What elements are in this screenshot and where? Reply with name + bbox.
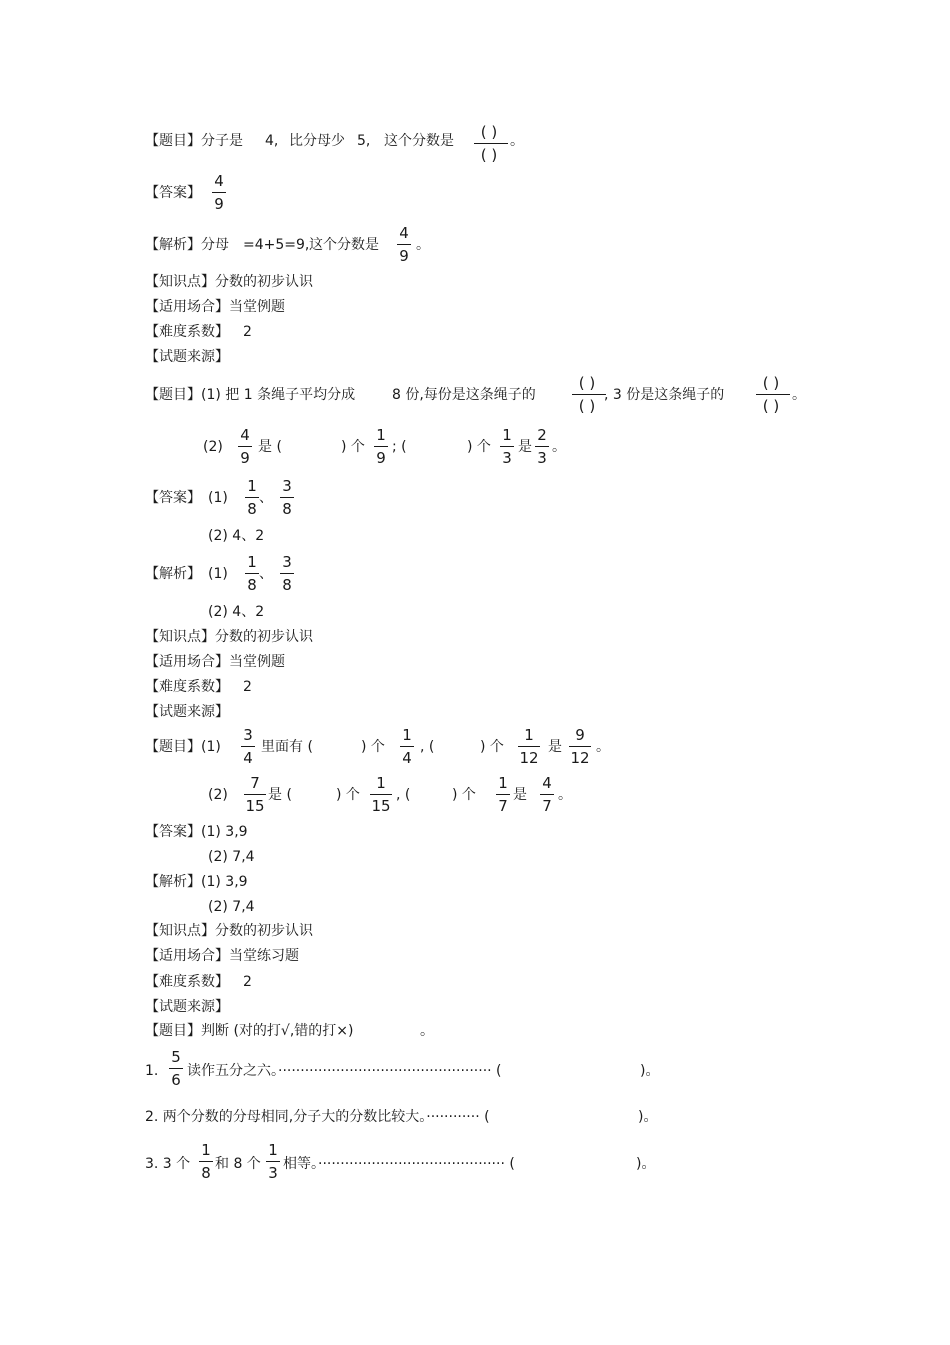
q4-title-period: 。 (420, 1023, 434, 1039)
q1-analysis-label: 【解析】分母 (145, 237, 229, 253)
q3-fraction-9-12 (565, 727, 595, 766)
q2-answer-fraction-3-8 (272, 478, 302, 517)
q3-sub2-period: 。 (558, 787, 572, 803)
q2-blank-fraction-2[interactable] (756, 375, 786, 414)
denominator: 8 (201, 1164, 211, 1182)
q3-fraction-3-4 (233, 727, 263, 766)
q3-fraction-1-4 (392, 727, 422, 766)
fraction-bar (518, 746, 540, 747)
q2-answer-part2: (2) 4、2 (208, 528, 265, 544)
q1-analysis-period: 。 (416, 237, 430, 253)
blank-denominator: ( ) (578, 397, 596, 415)
denominator: 9 (240, 449, 250, 467)
q3-answer-part1: 【答案】(1) 3,9 (145, 824, 248, 840)
q1-answer-label: 【答案】 (145, 185, 201, 201)
q3-sub1-text-e: 是 (548, 739, 562, 755)
blank-numerator: ( ) (762, 374, 780, 392)
denominator: 8 (282, 500, 292, 518)
fraction-bar (496, 794, 510, 795)
denominator: 9 (399, 247, 409, 265)
q4-item3-text-a: 3. 3 个 (145, 1156, 191, 1172)
denominator: 15 (371, 797, 391, 815)
q3-analysis-part2: (2) 7,4 (208, 899, 255, 915)
q3-sub1-text-d: ) 个 (480, 739, 504, 755)
fraction-bar (374, 446, 388, 447)
q3-stem-label: 【题目】(1) (145, 739, 221, 755)
q4-item2-text: 2. 两个分数的分母相同,分子大的分数比较大。············ ( (145, 1109, 490, 1125)
numerator: 1 (376, 774, 386, 792)
numerator: 1 (247, 553, 257, 571)
blank-denominator: ( ) (480, 146, 498, 164)
q4-item1-text: 读作五分之六。················································ ( (187, 1063, 502, 1079)
q1-stem-label: 【题目】分子是 (145, 133, 243, 149)
q2-stem-period: 。 (792, 387, 806, 403)
denominator: 8 (282, 576, 292, 594)
q2-source: 【试题来源】 (145, 704, 229, 720)
q2-scene: 【适用场合】当堂例题 (145, 654, 285, 670)
q3-sub2-label: (2) (208, 787, 228, 803)
q2-analysis-part2: (2) 4、2 (208, 604, 265, 620)
q2-sub2-text-a: 是 ( (258, 439, 282, 455)
q1-answer-fraction (204, 173, 234, 212)
denominator: 3 (537, 449, 547, 467)
q4-title: 【题目】判断 (对的打√,错的打×) (145, 1023, 354, 1039)
fraction-bar (238, 446, 252, 447)
denominator: 8 (247, 500, 257, 518)
q1-stem-end: 这个分数是 (384, 133, 454, 149)
q3-source: 【试题来源】 (145, 999, 229, 1015)
numerator: 4 (240, 426, 250, 444)
fraction-bar (569, 746, 591, 747)
q2-sub2-text-d: ) 个 (467, 439, 491, 455)
blank-denominator: ( ) (762, 397, 780, 415)
q2-answer-label: 【答案】 (145, 490, 201, 506)
fraction-bar (535, 446, 549, 447)
denominator: 8 (247, 576, 257, 594)
q1-numerator-value: 4, (265, 133, 279, 149)
fraction-bar (280, 497, 294, 498)
q1-source: 【试题来源】 (145, 349, 229, 365)
q1-scene: 【适用场合】当堂例题 (145, 299, 285, 315)
q3-difficulty-value: 2 (243, 974, 252, 990)
q3-sub2-text-e: 是 (513, 787, 527, 803)
q2-difficulty-label: 【难度系数】 (145, 679, 229, 695)
denominator: 12 (570, 749, 590, 767)
q4-item1-answer-blank[interactable]: )。 (640, 1063, 660, 1079)
numerator: 3 (282, 477, 292, 495)
denominator: 3 (268, 1164, 278, 1182)
q3-fraction-7-15 (240, 775, 270, 814)
q3-analysis-part1: 【解析】(1) 3,9 (145, 874, 248, 890)
q2-sub2-label: (2) (203, 439, 223, 455)
q1-analysis-equation: =4+5=9, (243, 237, 310, 253)
fraction-bar (244, 794, 266, 795)
denominator: 7 (542, 797, 552, 815)
q2-stem-part2: 8 份,每份是这条绳子的 (392, 387, 536, 403)
q2-knowledge-point: 【知识点】分数的初步认识 (145, 629, 313, 645)
q2-sub2-period: 。 (552, 439, 566, 455)
fraction-bar (500, 446, 514, 447)
fraction-bar (245, 497, 259, 498)
q2-analysis-fraction-3-8 (272, 554, 302, 593)
q3-sub1-text-b: ) 个 (361, 739, 385, 755)
q3-sub2-text-b: ) 个 (336, 787, 360, 803)
q3-answer-part2: (2) 7,4 (208, 849, 255, 865)
q4-item1-number: 1. (145, 1063, 159, 1079)
q3-sub2-text-a: 是 ( (268, 787, 292, 803)
q2-stem-part1: 【题目】(1) 把 1 条绳子平均分成 (145, 387, 356, 403)
denominator: 9 (214, 195, 224, 213)
numerator: 3 (282, 553, 292, 571)
numerator: 1 (268, 1141, 278, 1159)
q4-item3-text-b: 和 8 个 (215, 1156, 261, 1172)
blank-numerator: ( ) (578, 374, 596, 392)
numerator: 7 (250, 774, 260, 792)
numerator: 1 (502, 426, 512, 444)
q1-difficulty-label: 【难度系数】 (145, 324, 229, 340)
numerator: 9 (575, 726, 585, 744)
blank-numerator: ( ) (480, 123, 498, 141)
q1-analysis-text: 这个分数是 (309, 237, 379, 253)
fraction-bar (241, 746, 255, 747)
q3-sub1-period: 。 (596, 739, 610, 755)
fraction-bar (756, 394, 790, 395)
q4-item2-answer-blank[interactable]: )。 (638, 1109, 658, 1125)
q2-sub2-text-e: 是 (518, 439, 532, 455)
numerator: 1 (524, 726, 534, 744)
q3-difficulty-label: 【难度系数】 (145, 974, 229, 990)
numerator: 4 (542, 774, 552, 792)
fraction-bar (397, 244, 411, 245)
q2-answer-separator: 、 (259, 490, 273, 506)
q1-blank-fraction[interactable] (474, 124, 504, 163)
q2-sub2-text-c: ; ( (392, 439, 407, 455)
q1-knowledge-point: 【知识点】分数的初步认识 (145, 274, 313, 290)
q2-difficulty-value: 2 (243, 679, 252, 695)
q1-stem-mid: 比分母少 (289, 133, 345, 149)
fraction-bar (280, 573, 294, 574)
denominator: 4 (402, 749, 412, 767)
q3-scene: 【适用场合】当堂练习题 (145, 948, 299, 964)
numerator: 1 (498, 774, 508, 792)
q1-difference-value: 5, (357, 133, 371, 149)
q1-difficulty-value: 2 (243, 324, 252, 340)
denominator: 7 (498, 797, 508, 815)
denominator: 4 (243, 749, 253, 767)
fraction-bar (169, 1068, 183, 1069)
q2-analysis-separator: 、 (259, 566, 273, 582)
fraction-bar (370, 794, 392, 795)
denominator: 12 (519, 749, 539, 767)
q1-period: 。 (510, 133, 524, 149)
denominator: 6 (171, 1071, 181, 1089)
q2-stem-part3: , 3 份是这条绳子的 (604, 387, 725, 403)
denominator: 15 (245, 797, 265, 815)
q2-analysis-label: 【解析】 (145, 566, 201, 582)
q4-item3-answer-blank[interactable]: )。 (636, 1156, 656, 1172)
denominator: 3 (502, 449, 512, 467)
q2-analysis-part1-label: (1) (208, 566, 228, 582)
q3-sub2-text-d: ) 个 (452, 787, 476, 803)
fraction-bar (572, 394, 606, 395)
numerator: 1 (402, 726, 412, 744)
numerator: 3 (243, 726, 253, 744)
fraction-bar (474, 143, 508, 144)
fraction-bar (400, 746, 414, 747)
q3-sub2-text-c: , ( (396, 787, 411, 803)
numerator: 1 (247, 477, 257, 495)
numerator: 5 (171, 1048, 181, 1066)
fraction-bar (540, 794, 554, 795)
q1-analysis-fraction (389, 225, 419, 264)
fraction-bar (212, 192, 226, 193)
q3-fraction-1-15 (366, 775, 396, 814)
numerator: 4 (214, 172, 224, 190)
numerator: 1 (376, 426, 386, 444)
fraction-bar (266, 1161, 280, 1162)
q2-fraction-4-9 (230, 427, 260, 466)
q2-sub2-text-b: ) 个 (341, 439, 365, 455)
q3-sub1-text-a: 里面有 ( (261, 739, 313, 755)
q4-item3-text-c: 相等。·········································· ( (283, 1156, 515, 1172)
fraction-bar (245, 573, 259, 574)
q2-answer-part1-label: (1) (208, 490, 228, 506)
q3-fraction-1-12 (514, 727, 544, 766)
q3-knowledge-point: 【知识点】分数的初步认识 (145, 923, 313, 939)
fraction-bar (199, 1161, 213, 1162)
q3-sub1-text-c: , ( (420, 739, 435, 755)
q2-blank-fraction-1[interactable] (572, 375, 602, 414)
numerator: 1 (201, 1141, 211, 1159)
numerator: 2 (537, 426, 547, 444)
numerator: 4 (399, 224, 409, 242)
denominator: 9 (376, 449, 386, 467)
